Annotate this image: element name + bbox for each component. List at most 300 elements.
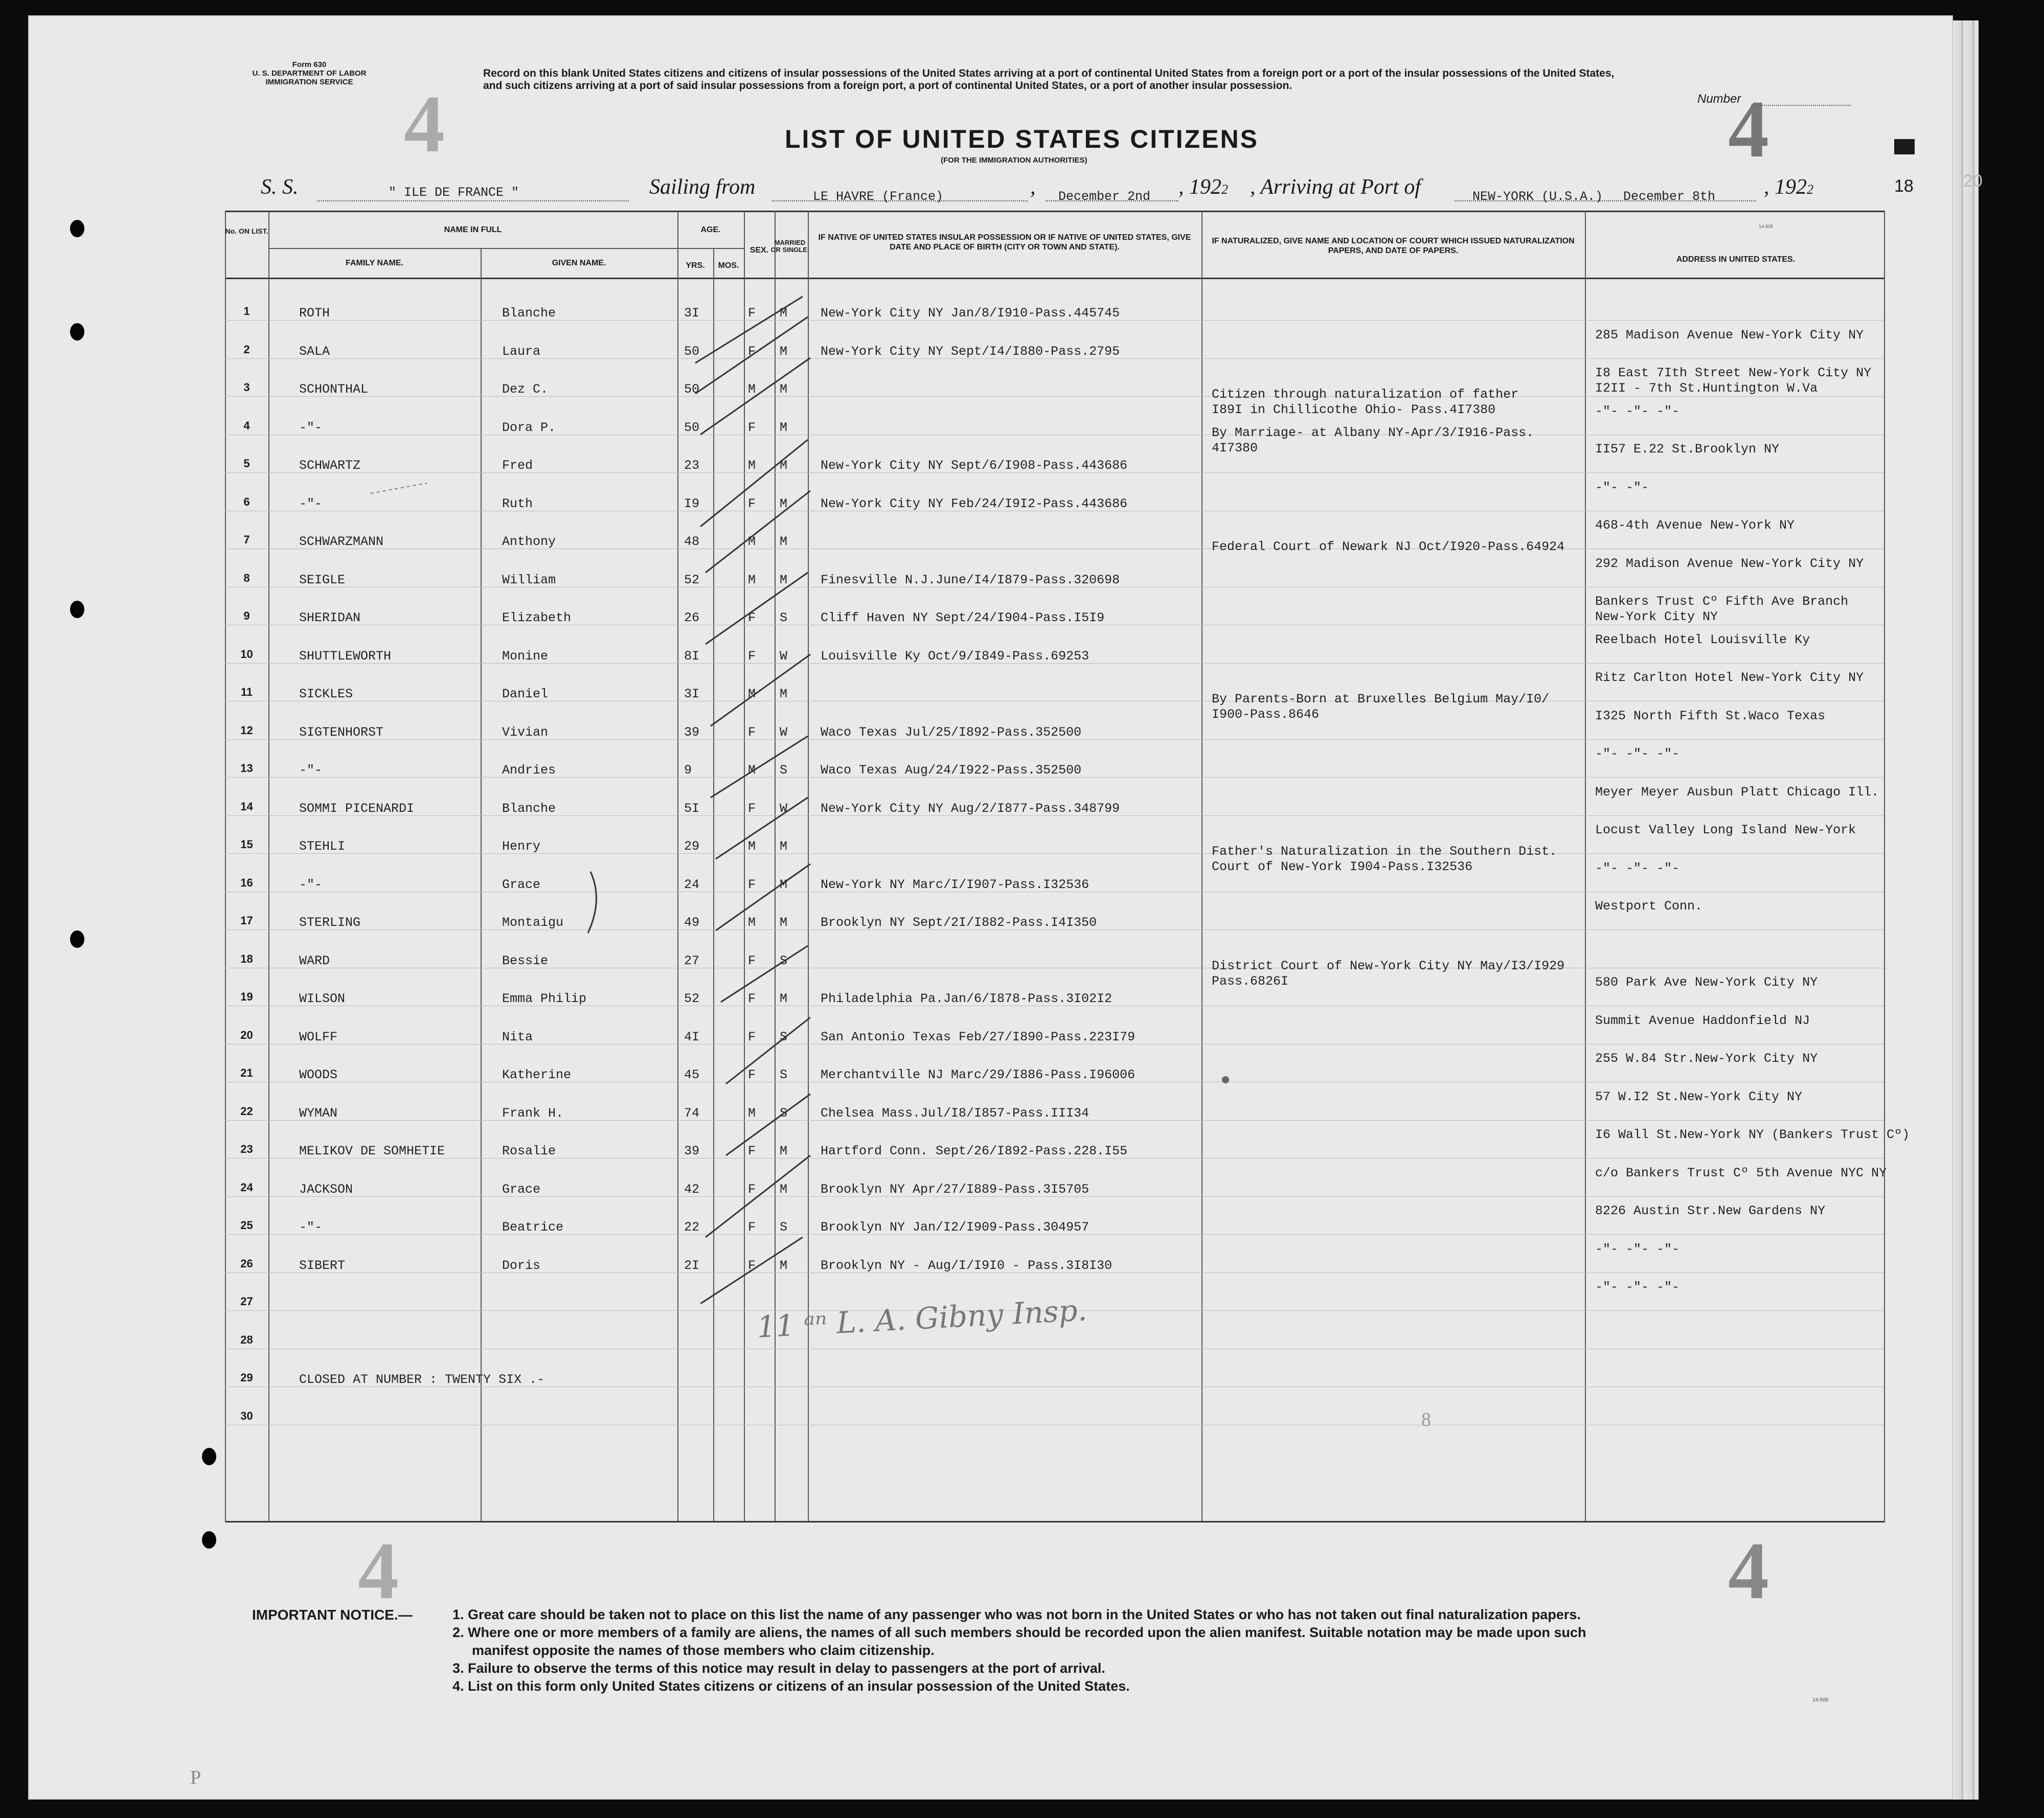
cell-sex: M [748,839,756,854]
row-number: 21 [240,1066,253,1079]
cell-sex: M [748,687,756,701]
notice-label: IMPORTANT NOTICE.— [252,1607,413,1623]
cell-family: -"- [299,877,323,892]
arriving-label: , Arriving at Port of [1250,175,1421,199]
cell-ms: S [780,1029,788,1044]
cell-age: 74 [684,1105,700,1121]
ink-dot [1222,1076,1229,1083]
row-number: 23 [240,1143,253,1155]
ship-underline [317,200,629,201]
sailing-label: Sailing from [649,175,756,199]
cell-address [1595,556,1864,572]
col-divider [268,211,269,1522]
address-line-1: I8 East 7Ith Street New-York City NY [1595,366,1872,380]
address-line-1: Ritz Carlton Hotel New-York City NY [1595,670,1864,685]
address-line-1: 285 Madison Avenue New-York City NY [1595,327,1864,343]
cell-birth: Brooklyn NY Jan/I2/I909-Pass.304957 [821,1220,1089,1235]
cell-birth: Louisville Ky Oct/9/I849-Pass.69253 [821,648,1089,664]
header-name-in-full: NAME IN FULL [444,225,502,234]
cell-naturalization [1212,692,1549,722]
cell-birth: New-York City NY Sept/I4/I880-Pass.2795 [821,344,1120,359]
cell-family: SCHONTHAL [299,382,369,397]
cell-ms: M [780,458,788,473]
number-underline [1751,105,1851,106]
cell-age: 22 [684,1220,700,1235]
cell-address [1595,366,1871,396]
cell-age: 23 [684,458,700,473]
row-rule [225,396,1884,397]
cell-address [1595,1089,1802,1105]
cell-sex: F [748,1181,756,1197]
cell-age: 45 [684,1067,700,1082]
cell-address [1595,1203,1825,1219]
cell-family: -"- [299,763,323,778]
bottom-print-code: 14-505 [1812,1697,1829,1703]
row-number: 18 [240,952,253,965]
cell-age: 42 [684,1181,700,1197]
cell-sex: F [748,724,756,740]
row-number: 8 [243,571,250,584]
cell-sex: M [748,534,756,549]
ship-name: " ILE DE FRANCE " [389,185,519,200]
header-yrs: YRS. [686,261,705,270]
cell-sex: F [748,496,756,511]
dash-stroke [371,483,427,493]
year-suffix-1: 2 [1221,182,1228,197]
cell-ms: M [780,382,788,397]
notice-item-2: 2. Where one or more members of a family are aliens, the names of all such members should be recorded upon the alien manifest. Suitable notation may be made upon such [452,1625,1586,1640]
cell-ms: S [780,610,788,625]
cell-family: SICKLES [299,687,353,701]
row-number: 16 [240,876,253,889]
cell-family: JACKSON [299,1181,353,1197]
cell-family: SEIGLE [299,572,346,587]
year-suffix-2: 2 [1807,182,1813,197]
margin-number: 18 [1894,176,1914,196]
cell-birth: Brooklyn NY - Aug/I/I9I0 - Pass.3I8I30 [821,1258,1112,1273]
address-line-1: II57 E.22 St.Brooklyn NY [1595,442,1780,457]
cell-birth: Waco Texas Jul/25/I892-Pass.352500 [821,724,1082,740]
cell-given: Ruth [502,496,533,511]
header-family-name: FAMILY NAME. [346,259,403,267]
naturalization-line-2: I89I in Chillicothe Ohio- Pass.4I7380 [1212,402,1496,417]
cell-sex: M [748,763,756,778]
cell-ms: W [780,648,788,664]
cell-ms: M [780,915,788,930]
corner-marker [1894,139,1915,154]
row-number: 20 [240,1028,253,1041]
cell-age: 5I [684,801,700,816]
bracket-stroke [588,872,596,933]
cell-given: Anthony [502,534,556,549]
cell-ms: M [780,420,788,435]
row-number: 2 [243,343,250,356]
header-age: AGE. [700,225,721,234]
address-line-1: Locust Valley Long Island New-York [1595,823,1856,837]
address-line-2: New-York City NY [1595,609,1718,624]
cell-sex: F [748,1220,756,1235]
cell-naturalization [1212,844,1557,875]
row-number: 28 [240,1333,253,1346]
cell-address [1595,594,1848,625]
address-line-1: 468-4th Avenue New-York NY [1595,518,1795,533]
cell-age: 2I [684,1258,700,1273]
department-name: U. S. DEPARTMENT OF LABOR [252,69,367,78]
naturalization-line-1: By Parents-Born at Bruxelles Belgium May/I0/ [1212,692,1550,707]
cell-age: 8I [684,648,700,664]
notice-item-1: 1. Great care should be taken not to place on this list the name of any passenger who was not born in the United States or who has not taken out final naturalization papers. [452,1607,1581,1622]
cell-ms: M [780,496,788,511]
address-line-1: 8226 Austin Str.New Gardens NY [1595,1203,1826,1218]
stamped-list-number: 4 [1728,1525,1769,1616]
checkmark-strokes [695,297,810,1304]
cell-family: SCHWARZMANN [299,534,384,549]
row-number: 22 [240,1104,253,1118]
cell-address [1595,328,1864,343]
row-number: 19 [240,990,253,1003]
address-line-1: Reelbach Hotel Louisville Ky [1595,632,1810,647]
cell-given: Doris [502,1258,541,1273]
col-divider [1201,211,1202,1521]
table-bottom-border [225,1521,1884,1522]
header-address: ADDRESS IN UNITED STATES. [1676,255,1796,264]
row-number: 9 [243,609,250,622]
cell-address [1595,480,1649,495]
cell-family: STEHLI [299,839,346,854]
cell-birth: Chelsea Mass.Jul/I8/I857-Pass.III34 [821,1105,1089,1121]
cell-family: -"- [299,420,323,435]
cell-sex: F [748,991,756,1006]
address-line-1: -"- -"- -"- [1595,1280,1680,1294]
row-number: 27 [240,1295,253,1308]
cell-ms: M [780,991,788,1006]
cell-naturalization [1212,387,1518,418]
cell-sex: M [748,1105,756,1121]
binder-hole [70,323,84,340]
row-number: 6 [243,495,250,508]
table-top-border [225,211,1884,212]
cell-age: 50 [684,382,700,397]
header-given-name: GIVEN NAME. [552,259,606,267]
cell-address [1595,1166,1887,1181]
cell-family: WYMAN [299,1105,338,1121]
comma: , [1030,175,1036,199]
pencil-dash [368,481,429,496]
address-line-1: c/o Bankers Trust Cº 5th Avenue NYC NY [1595,1165,1887,1180]
sailing-from: LE HAVRE (France) [813,189,944,204]
cell-address [1595,823,1856,838]
cell-family: MELIKOV DE SOMHETIE [299,1144,445,1158]
cell-family: -"- [299,496,323,511]
row-number: 24 [240,1180,253,1194]
row-number: 25 [240,1219,253,1232]
cell-age: I9 [684,496,700,511]
cell-address [1595,1242,1679,1257]
cell-birth: Brooklyn NY Sept/2I/I882-Pass.I4I350 [821,915,1097,930]
cell-ms: S [780,1105,788,1121]
cell-given: Rosalie [502,1144,556,1158]
cell-naturalization [1212,539,1564,555]
col-divider [1585,211,1586,1521]
cell-ms: M [780,877,788,892]
cell-family: SIBERT [299,1258,346,1273]
cell-birth: Brooklyn NY Apr/27/I889-Pass.3I5705 [821,1181,1089,1197]
cell-address [1595,746,1679,762]
naturalization-line-2: 4I7380 [1212,440,1258,456]
address-line-1: Westport Conn. [1595,899,1703,914]
cell-address [1595,1013,1810,1029]
cell-family: -"- [299,1220,323,1235]
cell-family: SOMMI PICENARDI [299,801,415,816]
row-number: 1 [243,305,250,317]
row-number: 5 [243,457,250,470]
cell-given: Henry [502,839,541,854]
cell-age: 48 [684,534,700,549]
cell-sex: F [748,1067,756,1082]
cell-sex: F [748,801,756,816]
cell-family: SHERIDAN [299,610,361,625]
row-number: 13 [240,762,253,775]
cell-ms: M [780,1144,788,1158]
naturalization-line-1: Father's Naturalization in the Southern Dist. [1212,844,1557,859]
stamped-list-number: 4 [358,1525,399,1616]
cell-sex: F [748,648,756,664]
address-line-1: I325 North Fifth St.Waco Texas [1595,708,1826,723]
binder-hole [202,1448,216,1465]
row-number: 29 [240,1371,253,1384]
cell-family: SALA [299,344,330,359]
table-header-border [225,278,1884,279]
row-number: 7 [243,533,250,546]
col-divider [481,248,482,1521]
cell-given: Andries [502,763,556,778]
header-sex: SEX. [750,246,769,255]
cell-family: CLOSED AT NUMBER : TWENTY SIX .- [299,1372,545,1387]
address-line-1: -"- -"- [1595,480,1649,495]
cell-sex: M [748,382,756,397]
cell-ms: M [780,344,788,359]
cell-age: 52 [684,991,700,1006]
stamped-list-number: 4 [404,78,445,169]
address-line-1: Bankers Trust Cº Fifth Ave Branch [1595,594,1849,609]
cell-given: Frank H. [502,1105,564,1121]
arrival-date: December 8th [1623,189,1716,204]
cell-given: Blanche [502,306,556,321]
row-number: 30 [240,1409,253,1422]
cell-given: Beatrice [502,1220,564,1235]
naturalization-line-2: Pass.6826I [1212,973,1289,989]
cell-sex: F [748,344,756,359]
cell-ms: W [780,801,788,816]
cell-address [1595,861,1679,876]
stamped-list-number: 4 [1728,83,1769,174]
header-no-on-list: No. ON LIST. [225,227,268,235]
cell-age: 50 [684,344,700,359]
cell-address [1595,518,1795,533]
notice-items [452,1606,1899,1695]
cell-ms: M [780,572,788,587]
cell-family: STERLING [299,915,361,930]
binder-hole [70,930,84,948]
year-prefix-1: 192 [1189,175,1221,199]
cell-given: Bessie [502,953,549,968]
cell-age: 4I [684,1029,700,1044]
naturalization-line-2: I900-Pass.8646 [1212,707,1320,722]
cell-sex: F [748,306,756,321]
cell-ms: W [780,724,788,740]
row-number: 4 [243,419,250,432]
cell-birth: Hartford Conn. Sept/26/I892-Pass.228.I55 [821,1144,1128,1158]
year-1: , 1922 [1178,175,1228,199]
binder-hole [202,1531,216,1549]
cell-age: 3I [684,687,700,701]
row-number: 10 [240,647,253,661]
cell-ms: M [780,1258,788,1273]
cell-given: Montaigu [502,915,564,930]
cell-family: ROTH [299,306,330,321]
cell-birth: Philadelphia Pa.Jan/6/I878-Pass.3I02I2 [821,991,1112,1006]
cell-given: Grace [502,1181,541,1197]
inspector-signature: 11 ᵃⁿ L. A. Gibny Insp. [756,1292,1088,1345]
cell-ms: S [780,953,788,968]
hand-bracket [585,869,606,936]
col-divider [1884,211,1885,1522]
margin-number: 20 [1963,171,1983,191]
cell-address [1595,442,1779,457]
header-mos: MOS. [718,261,739,270]
cell-ms: M [780,1181,788,1197]
cell-address [1595,1127,1910,1143]
cell-address [1595,1051,1818,1066]
cell-sex: M [748,572,756,587]
cell-family: SIGTENHORST [299,724,384,740]
row-number: 14 [240,800,253,813]
address-line-1: Summit Avenue Haddonfield NJ [1595,1013,1810,1028]
cell-address [1595,1280,1679,1295]
naturalization-line-2: Court of New-York I904-Pass.I32536 [1212,859,1473,874]
cell-age: 26 [684,610,700,625]
cell-age: 52 [684,572,700,587]
address-line-1: -"- -"- -"- [1595,403,1680,419]
cell-given: Katherine [502,1067,572,1082]
address-line-1: -"- -"- -"- [1595,746,1680,761]
cell-birth: New-York NY Marc/I/I907-Pass.I32536 [821,877,1089,892]
year-prefix-2: 192 [1775,175,1807,199]
notice-item-3: 3. Failure to observe the terms of this notice may result in delay to passengers at the port of arrival. [452,1661,1105,1676]
header-naturalized: IF NATURALIZED, GIVE NAME AND LOCATION OF COURT WHICH ISSUED NATURALIZATION PAPERS, AND DATE OF PAPERS. [1212,237,1575,255]
cell-ms: S [780,763,788,778]
binder-hole [70,220,84,237]
cell-given: Blanche [502,801,556,816]
page-subtitle: (FOR THE IMMIGRATION AUTHORITIES) [941,156,1087,165]
address-line-1: 255 W.84 Str.New-York City NY [1595,1051,1818,1066]
cell-sex: F [748,1144,756,1158]
cell-address [1595,670,1864,686]
cell-birth: Finesville N.J.June/I4/I879-Pass.320698 [821,572,1120,587]
row-number: 15 [240,838,253,851]
form-number: Form 630 [292,60,327,69]
cell-address [1595,899,1702,914]
print-code: 14-505 [1759,224,1774,229]
cell-address [1595,709,1825,724]
cell-birth: Merchantville NJ Marc/29/I886-Pass.I96006 [821,1067,1135,1082]
cell-given: Laura [502,344,541,359]
naturalization-line-1: Citizen through naturalization of father [1212,387,1519,402]
address-line-1: Meyer Meyer Ausbun Platt Chicago Ill. [1595,784,1879,800]
cell-given: Daniel [502,687,549,701]
cell-birth: New-York City NY Feb/24/I9I2-Pass.443686 [821,496,1128,511]
cell-family: SCHWARTZ [299,458,361,473]
cell-age: 29 [684,839,700,854]
cell-given: Dez C. [502,382,549,397]
address-line-1: -"- -"- -"- [1595,860,1680,876]
corner-mark: P [190,1767,201,1788]
cell-sex: M [748,458,756,473]
cell-ms: M [780,839,788,854]
binder-hole [70,601,84,618]
cell-birth: San Antonio Texas Feb/27/I890-Pass.223I79 [821,1029,1135,1044]
cell-sex: F [748,953,756,968]
cell-given: Fred [502,458,533,473]
address-line-1: I6 Wall St.New-York NY (Bankers Trust Cº) [1595,1127,1910,1142]
cell-address [1595,404,1679,419]
cell-ms: S [780,1220,788,1235]
form-reference [238,60,381,86]
cell-birth: New-York City NY Aug/2/I877-Pass.348799 [821,801,1120,816]
cell-ms: S [780,1067,788,1082]
naturalization-line-1: District Court of New-York City NY May/I3/I929 [1212,958,1565,973]
cell-given: Nita [502,1029,533,1044]
cell-age: 27 [684,953,700,968]
cell-family: WILSON [299,991,346,1006]
ss-label: S. S. [261,175,299,199]
row-number: 11 [240,686,253,698]
cell-ms: M [780,534,788,549]
row-number: 26 [240,1257,253,1270]
cell-age: 39 [684,1144,700,1158]
cell-age: 9 [684,763,692,778]
name-age-subheader-line [268,248,744,249]
page-title: LIST OF UNITED STATES CITIZENS [785,125,1259,153]
service-name: IMMIGRATION SERVICE [265,78,353,86]
cell-sex: F [748,877,756,892]
arriving-port: NEW-YORK (U.S.A.) [1472,189,1603,204]
cell-given: Elizabeth [502,610,572,625]
cell-sex: M [748,915,756,930]
cell-naturalization [1212,959,1564,989]
cell-naturalization [1212,425,1534,456]
cell-sex: F [748,1258,756,1273]
col-divider [225,211,226,1522]
row-number: 12 [240,723,253,737]
cell-age: 39 [684,724,700,740]
cell-given: Dora P. [502,420,556,435]
address-line-1: 580 Park Ave New-York City NY [1595,975,1818,990]
cell-ms: M [780,306,788,321]
cell-address [1595,975,1818,990]
cell-birth: Cliff Haven NY Sept/24/I904-Pass.I5I9 [821,610,1105,625]
cell-family: WARD [299,953,330,968]
cell-age: 50 [684,420,700,435]
cell-sex: F [748,420,756,435]
cell-age: 3I [684,306,700,321]
address-line-1: 57 W.I2 St.New-York City NY [1595,1089,1803,1104]
header-birthplace: IF NATIVE OF UNITED STATES INSULAR POSSESSION OR IF NATIVE OF UNITED STATES, GIVE DATE AND PLACE OF BIRTH (CITY OR TOWN AND STATE). [818,233,1191,252]
cell-sex: F [748,610,756,625]
cell-family: WOLFF [299,1029,338,1044]
cell-given: Vivian [502,724,549,740]
year-2: , 1922 [1764,175,1813,199]
